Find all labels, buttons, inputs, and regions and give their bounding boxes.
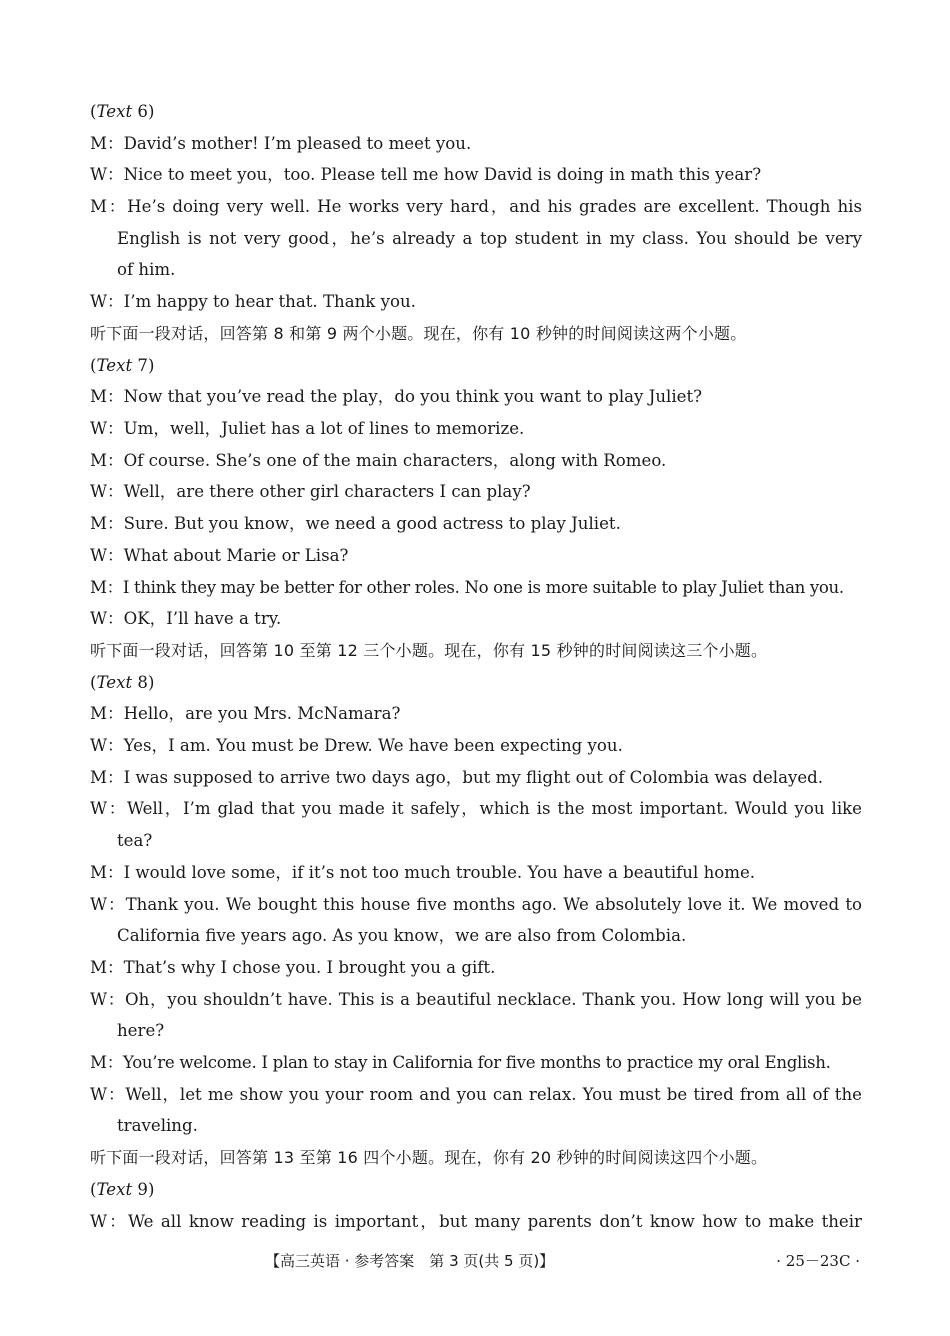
section-heading-text-7: (Text 7) [90,355,155,375]
dialogue-line: W：Nice to meet you，too. Please tell me how David is doing in math this year? [90,165,762,185]
instruction-line: 听下面一段对话，回答第 8 和第 9 两个小题。现在，你有 10 秒钟的时间阅读这两个小题。 [90,323,747,343]
dialogue-line: W：OK，I’ll have a try. [90,609,282,629]
dialogue-line-continued: tea? [117,831,153,851]
dialogue-line: M：I would love some，if it’s not too much trouble. You have a beautiful home. [90,862,756,882]
dialogue-line: M：Of course. She’s one of the main characters，along with Romeo. [90,450,667,470]
dialogue-line: W：Well，let me show you your room and you can relax. You must be tired from all of the [90,1084,862,1104]
footer-page-info: 【高三英语 · 参考答案 第 3 页(共 5 页)】 [265,1252,555,1270]
document-page [90,96,862,1237]
dialogue-line: M：That’s why I chose you. I brought you a gift. [90,957,496,977]
dialogue-line: W：I’m happy to hear that. Thank you. [90,292,416,312]
instruction-line: 听下面一段对话，回答第 13 至第 16 四个小题。现在，你有 20 秒钟的时间阅读这四个小题。 [90,1148,768,1168]
dialogue-line: W：Um，well，Juliet has a lot of lines to memorize. [90,419,525,438]
dialogue-line-continued: here? [117,1021,165,1041]
dialogue-line: W：Well，I’m glad that you made it safely，which is the most important. Would you like [90,799,862,819]
dialogue-line: M：David’s mother! I’m pleased to meet you. [90,133,472,153]
dialogue-line: W：We all know reading is important，but many parents don’t know how to make their [90,1211,862,1231]
page-footer [0,1250,950,1274]
dialogue-line: W：Well，are there other girl characters I can play? [90,482,531,502]
dialogue-line: M：He’s doing very well. He works very hard，and his grades are excellent. Though his [90,197,862,217]
section-heading-text-6: (Text 6) [90,102,155,121]
dialogue-line-continued: California five years ago. As you know，we are also from Colombia. [117,926,687,946]
dialogue-line: M：Sure. But you know，we need a good actress to play Juliet. [90,514,621,534]
dialogue-line: W：What about Marie or Lisa? [90,545,349,565]
dialogue-line: M：Now that you’ve read the play，do you think you want to play Juliet? [90,387,703,407]
section-heading-text-8: (Text 8) [90,672,155,692]
footer-code: · 25－23C · [776,1252,860,1270]
dialogue-line: M：You’re welcome. I plan to stay in California for five months to practice my oral English. [90,1053,831,1073]
instruction-line: 听下面一段对话，回答第 10 至第 12 三个小题。现在，你有 15 秒钟的时间阅读这三个小题。 [90,640,768,660]
dialogue-line: M：Hello，are you Mrs. McNamara? [90,704,401,724]
section-heading-text-9: (Text 9) [90,1179,155,1199]
dialogue-line-continued: English is not very good，he’s already a top student in my class. You should be very [117,228,862,248]
dialogue-line: M：I think they may be better for other roles. No one is more suitable to play Juliet than you. [90,577,844,597]
dialogue-line: M：I was supposed to arrive two days ago，but my flight out of Colombia was delayed. [90,767,824,787]
dialogue-line: W：Thank you. We bought this house five months ago. We absolutely love it. We moved to [90,894,862,914]
dialogue-line-continued: traveling. [117,1116,198,1136]
dialogue-line: W：Oh，you shouldn’t have. This is a beautiful necklace. Thank you. How long will you be [90,989,862,1009]
dialogue-line: W：Yes，I am. You must be Drew. We have been expecting you. [90,736,623,756]
dialogue-line-continued: of him. [117,260,176,280]
